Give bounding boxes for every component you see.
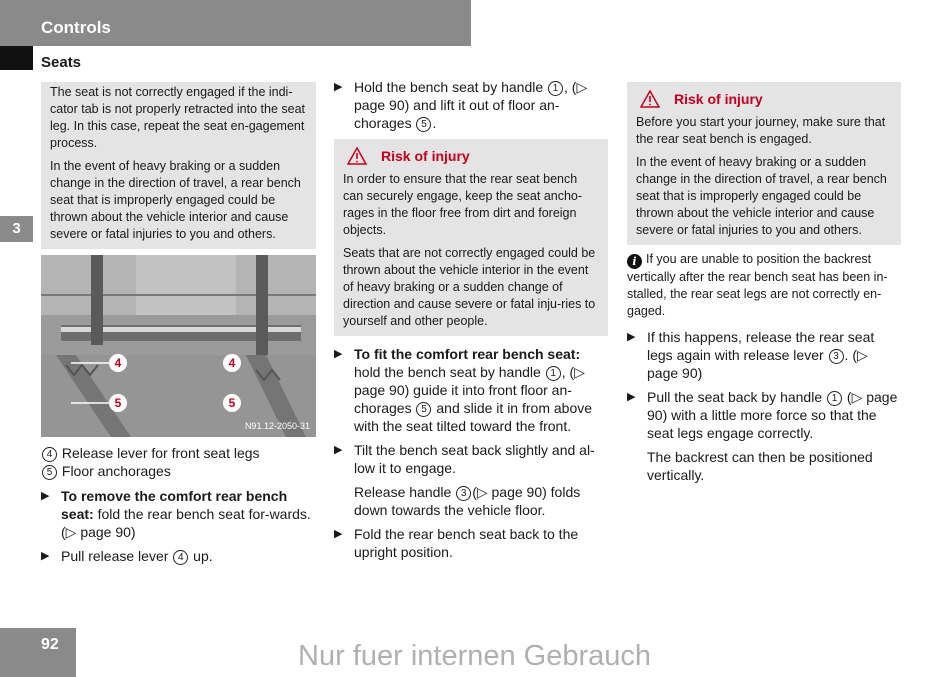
arrow-bullet-icon: ▶	[41, 490, 50, 502]
arrow-bullet-icon: ▶	[41, 550, 50, 562]
warning-paragraph-1: In order to ensure that the rear seat bench can securely engage, keep the seat ancho-rages in the floor free from dirt and foreign objects.	[343, 172, 583, 237]
callout-number: 5	[416, 117, 431, 132]
callout-number: 5	[416, 402, 431, 417]
seat-figure	[41, 255, 316, 437]
column-right	[627, 82, 901, 484]
callout-4-left: 4	[109, 354, 127, 372]
arrow-bullet-icon: ▶	[334, 444, 343, 456]
callout-number: 1	[548, 81, 563, 96]
info-text: If you are unable to position the backrest vertically after the rear bench seat has been in-stalled, the rear seat legs are not correctly en-gaged.	[627, 252, 888, 318]
header-title: Controls	[41, 18, 111, 37]
page-number-box	[0, 628, 76, 677]
step-item	[41, 547, 316, 565]
callout-number: 4	[173, 550, 188, 565]
info-icon: i	[627, 254, 642, 269]
legend-text: Floor anchorages	[61, 463, 171, 479]
arrow-bullet-icon: ▶	[627, 391, 636, 403]
callout-number: 3	[829, 349, 844, 364]
step-item	[627, 388, 901, 442]
callout-number: 1	[546, 366, 561, 381]
warning-paragraph-1: Before you start your journey, make sure that the rear seat bench is engaged.	[636, 115, 886, 146]
figure-code: N91.12-2050-31	[244, 421, 310, 431]
step-item	[334, 441, 608, 477]
step-text: fold the rear bench seat for-wards. (▷ page 90)	[61, 506, 311, 540]
step-item	[627, 328, 901, 382]
step-text: If this happens, release the rear seat legs again with release lever	[647, 329, 875, 363]
step-item	[41, 487, 316, 541]
step-text: Pull release lever	[61, 548, 169, 564]
step-text: and slide it in from above with the seat tilted toward the front.	[354, 400, 593, 434]
warning-title: Risk of injury	[381, 147, 470, 164]
step-item	[334, 78, 608, 132]
step-note	[354, 483, 608, 519]
callout-5-right: 5	[223, 394, 241, 412]
step-text: .	[432, 115, 437, 131]
note-paragraph-1: The seat is not correctly engaged if the indi-cator tab is not properly retracted into the seat leg. In this case, repeat the seat en-gagement process.	[50, 85, 305, 150]
arrow-bullet-icon: ▶	[334, 528, 343, 540]
step-text: . (▷ page 90)	[647, 347, 868, 381]
step-text: Tilt the bench seat back slightly and al-low it to engage.	[354, 442, 595, 476]
note-paragraph-2: In the event of heavy braking or a sudden change in the direction of travel, a rear bench seat that is improperly engaged could be thrown about the vehicle interior and cause severe or fatal injuries to you and others.	[50, 159, 301, 241]
callout-4-right: 4	[223, 354, 241, 372]
step-text: , (▷ page 90) guide it into front floor an-chorages	[354, 364, 585, 416]
warning-triangle-icon	[640, 90, 660, 108]
legend-item	[41, 444, 316, 462]
callout-number: 3	[456, 486, 471, 501]
section-title: Seats	[41, 54, 82, 71]
note-box	[41, 82, 316, 249]
column-middle	[334, 78, 608, 561]
arrow-bullet-icon: ▶	[334, 81, 343, 93]
callout-number: 1	[827, 391, 842, 406]
arrow-bullet-icon: ▶	[627, 331, 636, 343]
step-item	[334, 345, 608, 435]
step-heading: To remove the comfort rear bench seat:	[61, 488, 288, 522]
callout-number: 5	[42, 465, 57, 480]
step-text: Hold the bench seat by handle	[354, 79, 544, 95]
chapter-tab: 3	[0, 216, 33, 242]
step-text: Pull the seat back by handle	[647, 389, 823, 405]
step-text: up.	[193, 548, 213, 564]
page-number: 92	[41, 636, 59, 653]
warning-paragraph-2: Seats that are not correctly engaged could be thrown about the vehicle interior in the event of heavy braking or a sudden change of direction and cause severe or fatal inju-ries to yourself and other people.	[343, 246, 596, 328]
callout-5-left: 5	[109, 394, 127, 412]
section-marker	[0, 46, 33, 70]
arrow-bullet-icon: ▶	[334, 348, 343, 360]
callout-number: 4	[42, 447, 57, 462]
legend-text: Release lever for front seat legs	[61, 445, 260, 461]
warning-box	[334, 139, 608, 336]
seat-photo	[41, 255, 316, 437]
step-note: The backrest can then be positioned vertically.	[647, 449, 873, 483]
warning-box	[627, 82, 901, 245]
warning-paragraph-2: In the event of heavy braking or a sudden change in the direction of travel, a rear bench seat that is improperly engaged could be thrown about the vehicle interior and cause severe or fatal injuries to you and others.	[636, 155, 887, 237]
info-note	[627, 251, 901, 320]
step-heading: To fit the comfort rear bench seat:	[354, 346, 581, 362]
legend-item	[41, 462, 316, 480]
column-left	[41, 82, 316, 565]
step-text: (▷ page 90) folds down towards the vehicle floor.	[354, 484, 581, 518]
step-text: hold the bench seat by handle	[354, 364, 541, 380]
step-text: (▷ page 90) with a little more force so that the seat legs engage correctly.	[647, 389, 898, 441]
step-text: Fold the rear bench seat back to the upright position.	[354, 526, 579, 560]
watermark: Nur fuer internen Gebrauch	[298, 640, 652, 672]
step-text: Release handle	[354, 484, 452, 500]
step-item	[334, 525, 608, 561]
warning-triangle-icon	[347, 147, 367, 165]
warning-title: Risk of injury	[674, 90, 763, 107]
step-text: , (▷ page 90) and lift it out of floor an-chorages	[354, 79, 588, 131]
